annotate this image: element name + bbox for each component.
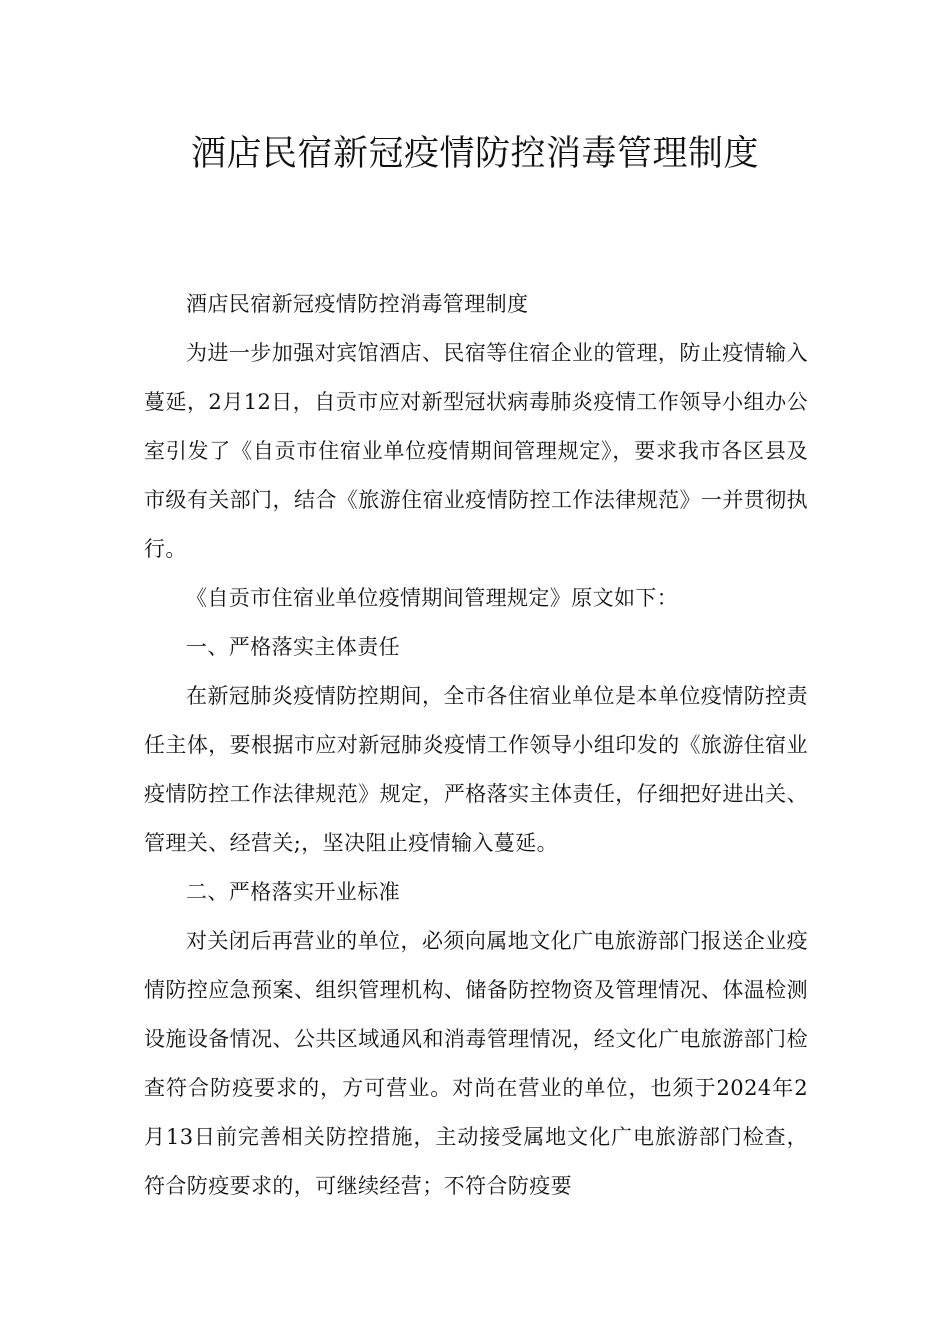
document-title: 酒店民宿新冠疫情防控消毒管理制度 bbox=[190, 134, 759, 174]
section-heading-2: 二、严格落实开业标准 bbox=[186, 880, 400, 904]
paragraph-original-text-heading: 《自贡市住宿业单位疫情期间管理规定》原文如下： bbox=[186, 586, 679, 610]
document-body bbox=[144, 280, 808, 1211]
section-heading-1: 一、严格落实主体责任 bbox=[186, 635, 400, 659]
paragraph-section-2: 对关闭后再营业的单位，必须向属地文化广电旅游部门报送企业疫情防控应急预案、组织管理机构、储备防控物资及管理情况、体温检测设施设备情况、公共区域通风和消毒管理情况，经文化广电旅游部门检查符合防疫要求的，方可营业。对尚在营业的单位，也须于2024年2月13日前完善相关防控措施，主动接受属地文化广电旅游部门检查，符合防疫要求的，可继续经营；不符合防疫要 bbox=[144, 929, 808, 1198]
paragraph-section-1: 在新冠肺炎疫情防控期间，全市各住宿业单位是本单位疫情防控责任主体，要根据市应对新冠肺炎疫情工作领导小组印发的《旅游住宿业疫情防控工作法律规范》规定，严格落实主体责任，仔细把好进出关、管理关、经营关;，坚决阻止疫情输入蔓延。 bbox=[144, 684, 808, 855]
paragraph-intro: 为进一步加强对宾馆酒店、民宿等住宿企业的管理，防止疫情输入蔓延，2月12日，自贡市应对新型冠状病毒肺炎疫情工作领导小组办公室引发了《自贡市住宿业单位疫情期间管理规定》，要求我市各区县及市级有关部门，结合《旅游住宿业疫情防控工作法律规范》一并贯彻执行。 bbox=[144, 341, 808, 561]
paragraph-subtitle: 酒店民宿新冠疫情防控消毒管理制度 bbox=[186, 292, 529, 316]
